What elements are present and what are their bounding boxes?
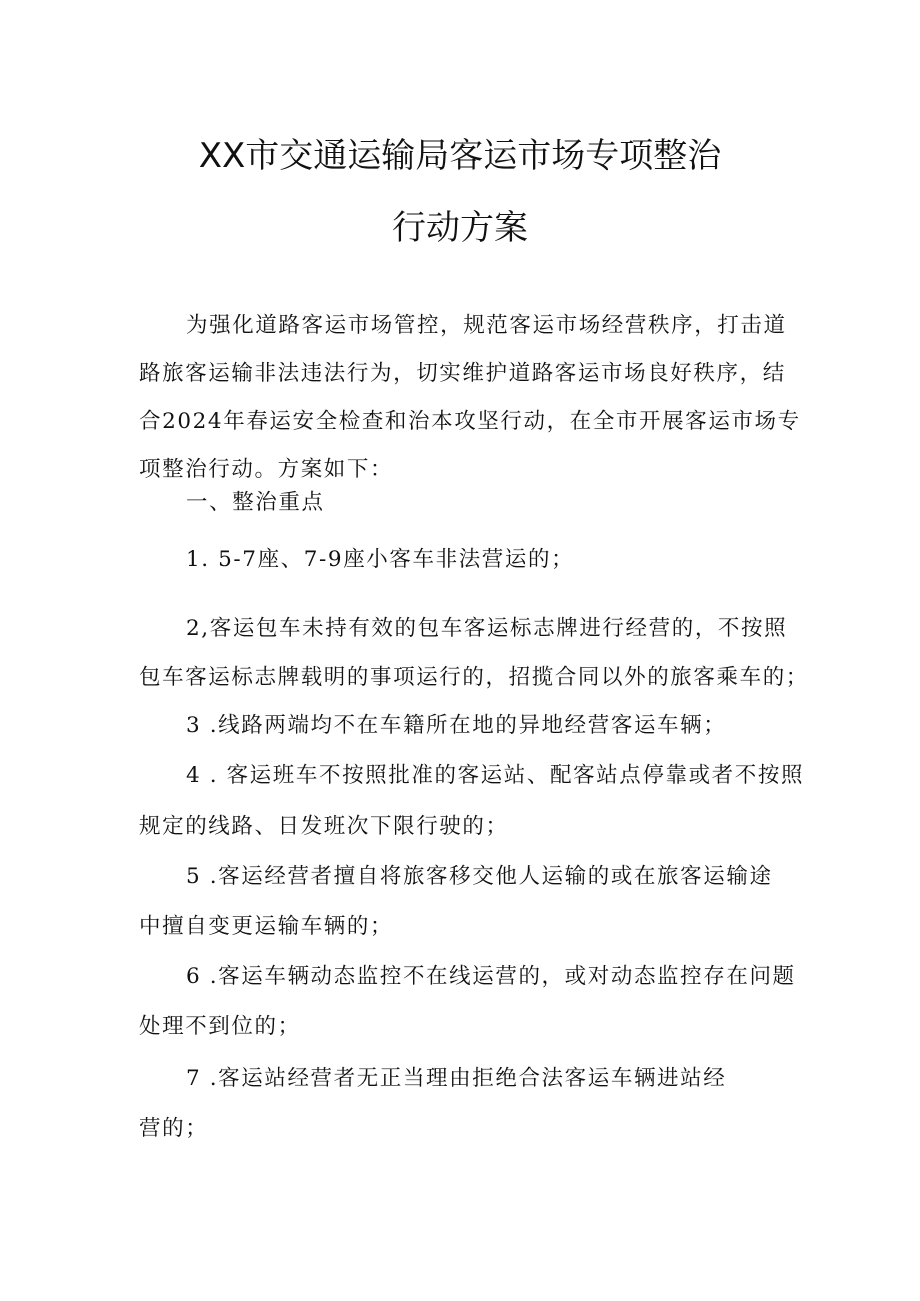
list-item-line: 5 .客运经营者擅自将旅客移交他人运输的或在旅客运输途 [186, 864, 773, 889]
section-heading: 一、整治重点 [186, 490, 325, 515]
list-item-line: 7 .客运站经营者无正当理由拒绝合法客运车辆进站经 [186, 1066, 727, 1091]
intro-paragraph-line: 合2024年春运安全检查和治本攻坚行动，在全市开展客运市场专 [139, 409, 801, 434]
list-item-line: 规定的线路、日发班次下限行驶的； [139, 814, 509, 839]
intro-paragraph-line: 项整治行动。方案如下： [139, 457, 394, 482]
intro-paragraph-line: 路旅客运输非法违法行为，切实维护道路客运市场良好秩序，结 [139, 361, 786, 386]
intro-paragraph-line: 为强化道路客运市场管控，规范客运市场经营秩序，打击道 [186, 313, 787, 338]
document-title-line-2: 行动方案 [392, 208, 528, 248]
list-item-line: 4 . 客运班车不按照批准的客运站、配客站点停靠或者不按照 [186, 763, 805, 788]
list-item-line: 2,客运包车未持有效的包车客运标志牌进行经营的，不按照 [186, 616, 788, 641]
document-title-line-1: XX市交通运输局客运市场专项整治 [198, 136, 722, 176]
list-item-line: 处理不到位的； [139, 1014, 301, 1039]
list-item-line: 6 .客运车辆动态监控不在线运营的，或对动态监控存在问题 [186, 964, 796, 989]
list-item-line: 3 .线路两端均不在车籍所在地的异地经营客运车辆； [186, 713, 727, 738]
list-item-line: 营的； [139, 1116, 209, 1141]
list-item-line: 中擅自变更运输车辆的； [139, 914, 394, 939]
list-item-line: 1. 5-7座、7-9座小客车非法营运的； [186, 547, 575, 572]
list-item-line: 包车客运标志牌载明的事项运行的，招揽合同以外的旅客乘车的； [139, 665, 809, 690]
